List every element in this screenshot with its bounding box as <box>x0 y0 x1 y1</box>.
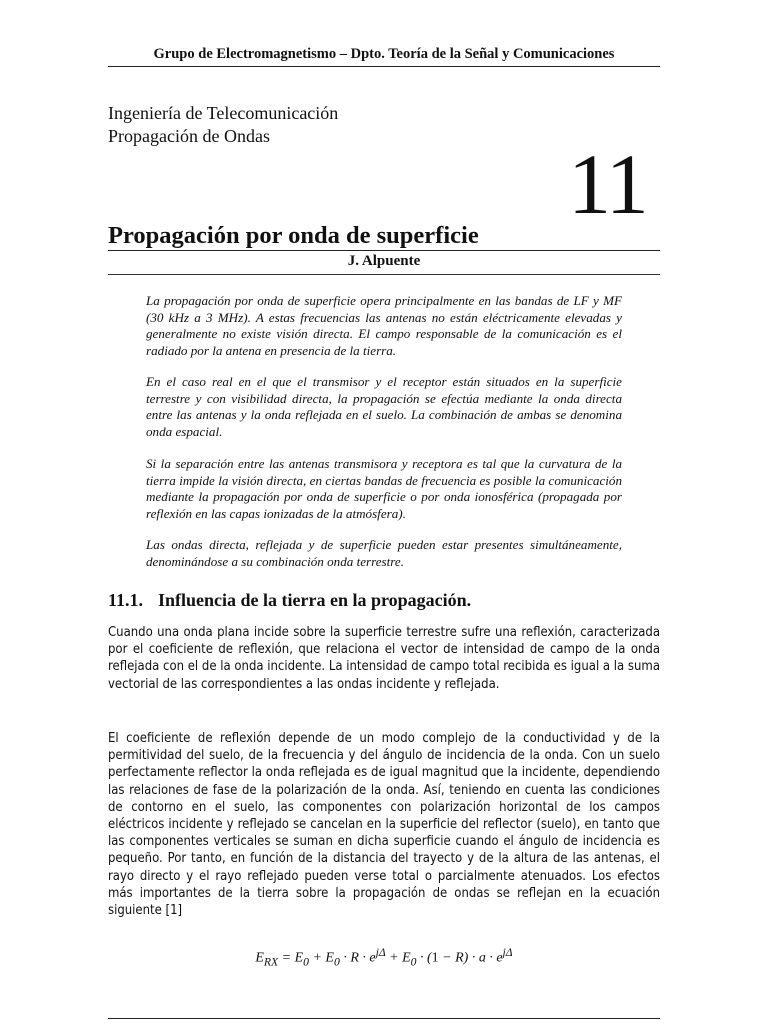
chapter-title: Propagación por onda de superficie <box>108 222 479 249</box>
abstract-paragraph: Si la separación entre las antenas transmisora y receptora es tal que la curvatura de la tierra impide la visión directa, en ciertas bandas de frecuencia es posible la comunicación mediante la propagación por onda de superficie o por onda ionosférica (propagada por reflexión en las capas ionizadas de la atmósfera). <box>146 456 622 521</box>
section-number: 11.1. <box>108 590 144 610</box>
body-paragraph: El coeficiente de reflexión depende de un modo complejo de la conductividad y de la permitividad del suelo, de la frecuencia y del ángulo de incidencia de la onda. Con un suelo perfectamente reflector la onda reflejada es de igual magnitud que la incidente, dependiendo las relaciones de fase de la polarización de la onda. Así, teniendo en cuenta las condiciones de contorno en el suelo, las componentes con polarización horizontal de los campos eléctricos incidente y reflejado se cancelan en la superficie del reflector (suelo), en tanto que las componentes verticales se suman en dicha superficie cuando el ángulo de incidencia es pequeño. Por tanto, en función de la distancia del trayecto y de la altura de las antenas, el rayo directo y el rayo reflejado pueden verse total o parcialmente atenuados. Los efectos más importantes de la tierra sobre la propagación de ondas se reflejan en la ecuación siguiente [1] <box>108 731 660 919</box>
author-rule <box>108 274 660 275</box>
section-title: Influencia de la tierra en la propagación. <box>158 590 472 610</box>
course-line-subject: Propagación de Ondas <box>108 126 270 146</box>
footer-rule <box>108 1018 660 1019</box>
title-rule <box>108 250 660 251</box>
abstract-paragraph: Las ondas directa, reflejada y de superficie pueden estar presentes simultáneamente, denominándose a su combinación onda terrestre. <box>146 537 622 569</box>
abstract-paragraph: La propagación por onda de superficie opera principalmente en las bandas de LF y MF (30 kHz a 3 MHz). A estas frecuencias las antenas no están eléctricamente elevadas y generalmente no existe visión directa. El campo responsable de la comunicación es el radiado por la antena en presencia de la tierra. <box>146 293 622 358</box>
chapter-number: 11 <box>568 136 647 232</box>
body-paragraph: Cuando una onda plana incide sobre la superficie terrestre sufre una reflexión, caracterizada por el coeficiente de reflexión, que relaciona el vector de intensidad de campo de la onda reflejada con el de la onda incidente. La intensidad de campo total recibida es igual a la suma vectorial de las correspondientes a las ondas incidente y reflejada. <box>108 625 660 692</box>
course-info <box>108 102 338 148</box>
course-line-degree: Ingeniería de Telecomunicación <box>108 103 339 123</box>
abstract-paragraph: En el caso real en el que el transmisor y el receptor están situados en la superficie terrestre y con visibilidad directa, la propagación se efectúa mediante la onda directa entre las antenas y la onda reflejada en el suelo. La combinación de ambas se denomina onda espacial. <box>146 374 622 439</box>
header-rule <box>108 66 660 67</box>
page-header: Grupo de Electromagnetismo – Dpto. Teoría de la Señal y Comunicaciones <box>153 46 615 62</box>
author: J. Alpuente <box>347 253 421 269</box>
eq-exponent: jΔ <box>375 946 386 959</box>
equation: $E_{RX} = E_0 + E_0 \cdot R \cdot e^{j\Delta} + E_0 \cdot (1 - R) \cdot a \cdot e^{j\Delta}$ <box>255 946 513 969</box>
section-heading <box>108 588 471 612</box>
eq-subscript: RX <box>263 955 279 969</box>
